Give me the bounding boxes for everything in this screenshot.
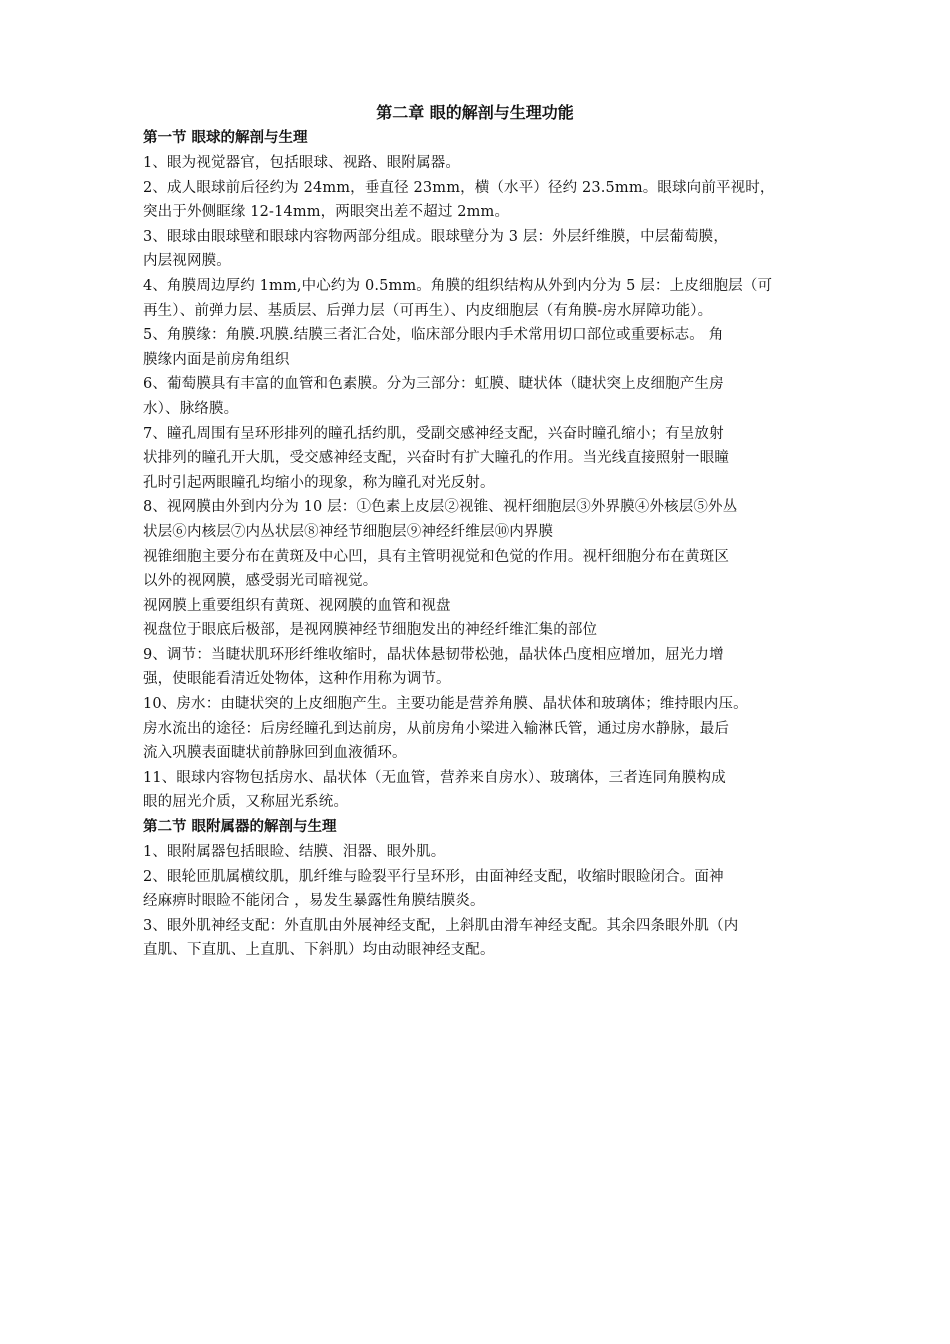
paragraph-line: 眼的屈光介质，又称屈光系统。 <box>143 794 349 811</box>
paragraph-line: 6、葡萄膜具有丰富的血管和色素膜。分为三部分：虹膜、睫状体（睫状突上皮细胞产生房 <box>143 376 724 393</box>
paragraph-line: 10、房水：由睫状突的上皮细胞产生。主要功能是营养角膜、晶状体和玻璃体；维持眼内压。 <box>143 696 748 713</box>
paragraph-line: 视锥细胞主要分布在黄斑及中心凹，具有主管明视觉和色觉的作用。视杆细胞分布在黄斑区 <box>143 548 729 565</box>
paragraph-line: 视盘位于眼底后极部，是视网膜神经节细胞发出的神经纤维汇集的部位 <box>143 622 598 639</box>
paragraph-line: 水）、脉络膜。 <box>143 400 239 417</box>
paragraph-line: 突出于外侧眶缘 12-14mm，两眼突出差不超过 2mm。 <box>143 204 510 221</box>
paragraph-line: 3、眼外肌神经支配：外直肌由外展神经支配，上斜肌由滑车神经支配。其余四条眼外肌（内 <box>143 917 739 934</box>
paragraph-line: 强，使眼能看清近处物体，这种作用称为调节。 <box>143 671 451 688</box>
paragraph-line: 11、眼球内容物包括房水、晶状体（无血管，营养来自房水）、玻璃体，三者连同角膜构成 <box>143 769 726 786</box>
paragraph-line: 膜缘内面是前房角组织 <box>143 351 290 368</box>
paragraph-line: 状排列的瞳孔开大肌，受交感神经支配，兴奋时有扩大瞳孔的作用。当光线直接照射一眼瞳 <box>143 450 729 467</box>
paragraph-line: 直肌、下直肌、上直肌、下斜肌）均由动眼神经支配。 <box>143 942 495 959</box>
paragraph-line: 5、角膜缘：角膜.巩膜.结膜三者汇合处，临床部分眼内手术常用切口部位或重要标志。 角 <box>143 327 724 344</box>
page-title: 第二章 眼的解剖与生理功能 <box>376 103 574 122</box>
paragraph-line: 再生）、前弹力层、基质层、后弹力层（可再生）、内皮细胞层（有角膜-房水屏障功能）。 <box>143 302 713 319</box>
paragraph-line: 9、调节：当睫状肌环形纤维收缩时，晶状体悬韧带松弛，晶状体凸度相应增加，屈光力增 <box>143 646 724 663</box>
paragraph-line: 7、瞳孔周围有呈环形排列的瞳孔括约肌，受副交感神经支配，兴奋时瞳孔缩小；有呈放射 <box>143 425 724 442</box>
section-heading: 第二节 眼附属器的解剖与生理 <box>143 819 337 836</box>
paragraph-line: 孔时引起两眼瞳孔均缩小的现象，称为瞳孔对光反射。 <box>143 474 495 491</box>
paragraph-line: 房水流出的途径：后房经瞳孔到达前房，从前房角小梁进入输淋氏管，通过房水静脉，最后 <box>143 720 729 737</box>
paragraph-line: 1、眼为视觉器官，包括眼球、视路、眼附属器。 <box>143 155 461 171</box>
paragraph-line: 8、视网膜由外到内分为 10 层：①色素上皮层②视锥、视杆细胞层③外界膜④外核层⑤外丛 <box>143 499 738 516</box>
paragraph-line: 内层视网膜。 <box>143 253 231 270</box>
paragraph-line: 流入巩膜表面睫状前静脉回到血液循环。 <box>143 745 407 762</box>
paragraph-line: 经麻痹时眼睑不能闭合 ，易发生暴露性角膜结膜炎。 <box>143 893 485 910</box>
section-heading: 第一节 眼球的解剖与生理 <box>143 130 308 146</box>
paragraph-line: 以外的视网膜，感受弱光司暗视觉。 <box>143 573 378 590</box>
paragraph-line: 状层⑥内核层⑦内丛状层⑧神经节细胞层⑨神经纤维层⑩内界膜 <box>143 523 554 540</box>
paragraph-line: 2、成人眼球前后径约为 24mm，垂直径 23mm，横（水平）径约 23.5mm。眼球向前平视时， <box>143 179 775 196</box>
document-body <box>143 126 811 963</box>
paragraph-line: 2、眼轮匝肌属横纹肌，肌纤维与睑裂平行呈环形，由面神经支配，收缩时眼睑闭合。面神 <box>143 868 724 885</box>
paragraph-line: 视网膜上重要组织有黄斑、视网膜的血管和视盘 <box>143 597 451 614</box>
paragraph-line: 1、眼附属器包括眼睑、结膜、泪器、眼外肌。 <box>143 844 446 861</box>
paragraph-line: 4、角膜周边厚约 1mm,中心约为 0.5mm。角膜的组织结构从外到内分为 5 层：上皮细胞层（可 <box>143 277 773 294</box>
paragraph-line: 3、眼球由眼球壁和眼球内容物两部分组成。眼球壁分为 3 层：外层纤维膜，中层葡萄膜， <box>143 228 728 245</box>
